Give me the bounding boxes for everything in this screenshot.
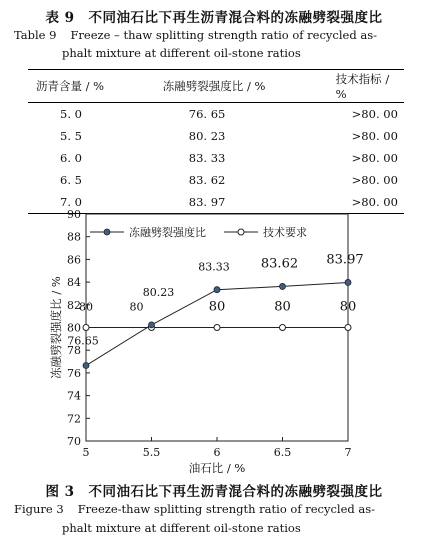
- cell-asphalt: 7. 0: [60, 195, 82, 209]
- cell-tsr: 76. 65: [188, 107, 226, 121]
- cell-spec: >80. 00: [351, 107, 398, 121]
- requirement-point: [280, 325, 286, 331]
- y-tick-label: 86: [67, 253, 81, 267]
- strength-data-label: 76.65: [67, 334, 99, 348]
- figure-title-en: [14, 500, 414, 538]
- y-tick-label: 72: [67, 412, 81, 426]
- table-title-en-line2: phalt mixture at different oil-stone ratios: [62, 46, 301, 60]
- cell-tsr: 80. 23: [188, 129, 226, 143]
- data-table: [28, 69, 404, 214]
- table-header-row: [28, 70, 404, 103]
- header-spec: 技术指标 / %: [335, 72, 390, 101]
- x-axis-label: 油石比 / %: [188, 461, 246, 475]
- strength-point: [83, 363, 89, 369]
- y-tick-label: 82: [67, 298, 81, 312]
- strength-data-label: 83.33: [198, 260, 230, 274]
- cell-spec: >80. 00: [351, 173, 398, 187]
- table-row: [28, 125, 404, 147]
- strength-point: [345, 279, 351, 285]
- y-axis-label: 冻融劈裂强度比 / %: [49, 276, 63, 379]
- cell-tsr: 83. 33: [188, 151, 226, 165]
- legend-requirement-marker: [238, 229, 244, 235]
- strength-data-label: 80.23: [142, 285, 175, 299]
- requirement-data-label: 80: [79, 300, 93, 314]
- table-title-zh: 表 9 不同油石比下再生沥青混合料的冻融劈裂强度比: [45, 10, 383, 26]
- x-tick-label: 6.5: [273, 446, 292, 459]
- header-tsr: 冻融劈裂强度比 / %: [162, 79, 266, 93]
- legend-strength-marker: [104, 229, 110, 235]
- cell-tsr: 83. 62: [188, 173, 226, 187]
- y-tick-label: 76: [67, 366, 81, 380]
- requirement-point: [345, 325, 351, 331]
- y-tick-label: 78: [67, 344, 81, 358]
- figure-title-zh: 图 3 不同油石比下再生沥青混合料的冻融劈裂强度比: [45, 484, 383, 500]
- cell-spec: >80. 00: [351, 129, 398, 143]
- series-strength-line: [86, 282, 348, 365]
- requirement-point: [214, 325, 220, 331]
- x-tick-label: 5.5: [142, 446, 161, 459]
- requirement-data-label: 80: [208, 299, 226, 315]
- legend-strength-label: 冻融劈裂强度比: [129, 226, 206, 239]
- y-tick-label: 74: [67, 389, 81, 403]
- requirement-data-label: 80: [274, 299, 291, 315]
- legend-requirement-label: 技术要求: [263, 226, 307, 239]
- y-tick-label: 80: [67, 321, 81, 335]
- strength-point: [149, 322, 155, 328]
- cell-asphalt: 5. 0: [60, 107, 82, 121]
- x-tick-label: 7: [344, 446, 352, 459]
- figure-title-en-line2: phalt mixture at different oil-stone ratios: [62, 521, 301, 535]
- y-tick-label: 88: [67, 230, 81, 244]
- y-tick-label: 84: [67, 276, 81, 290]
- cell-tsr: 83. 97: [188, 195, 226, 209]
- requirement-data-label: 80: [129, 300, 144, 314]
- strength-point: [214, 287, 220, 293]
- x-tick-label: 5: [82, 446, 90, 459]
- strength-point: [280, 283, 286, 289]
- requirement-point: [83, 325, 89, 331]
- cell-spec: >80. 00: [351, 195, 398, 209]
- cell-asphalt: 6. 5: [60, 173, 82, 187]
- figure-title-en-line1: Freeze-thaw splitting strength ratio of recycled as-: [77, 502, 376, 516]
- y-tick-label: 70: [67, 435, 81, 448]
- table-label-en: Table 9: [14, 28, 57, 42]
- cell-asphalt: 6. 0: [60, 151, 82, 165]
- table-row: [28, 147, 404, 169]
- x-tick-label: 6: [213, 446, 221, 459]
- figure-label-en: Figure 3: [14, 502, 64, 516]
- header-asphalt-content: 沥青含量 / %: [36, 79, 105, 93]
- table-title-en: [14, 26, 414, 62]
- strength-data-label: 83.62: [260, 256, 299, 272]
- table-row: [28, 103, 404, 126]
- table-row: [28, 169, 404, 191]
- tsr-line-chart: [0, 200, 428, 476]
- requirement-data-label: 80: [339, 299, 357, 315]
- strength-data-label: 83.97: [326, 252, 364, 268]
- y-tick-label: 90: [67, 208, 81, 221]
- cell-spec: >80. 00: [351, 151, 398, 165]
- table-title-en-line1: Freeze – thaw splitting strength ratio of recycled as-: [70, 28, 377, 42]
- cell-asphalt: 5. 5: [60, 129, 82, 143]
